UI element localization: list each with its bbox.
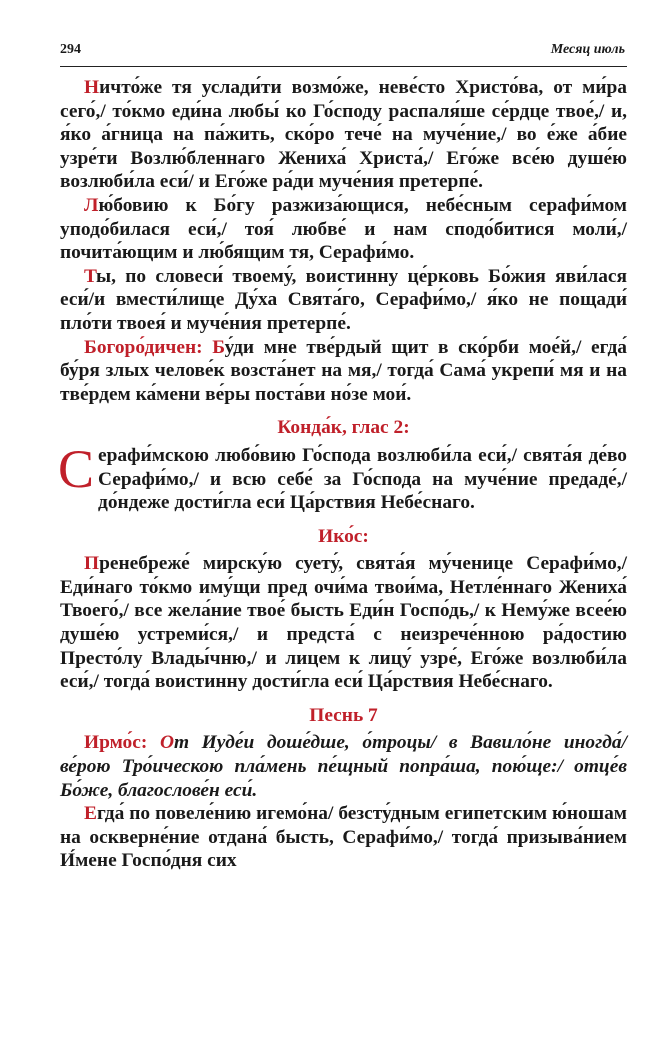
initial-letter: Т [84,265,96,287]
page-body [60,76,627,873]
initial-letter: П [84,553,100,575]
theotokion-text: у́ди мне тве́рдый щит в ско́рби мое́й,/ егда́ бу́ря злых челове́к возста́нет на мя,/ тогда́ Сама́ укрепи́ мя и на тве́рдем ка́мени ве́ры поста́ви но́зе мои́. [60,336,627,405]
troparion-3 [60,265,627,336]
header-rule [60,66,627,67]
ode-heading: Песнь 7 [309,704,378,726]
initial-letter: Н [84,77,100,98]
irmos-text: т Иуде́и доше́дше, о́троцы/ в Вавило́не иногда́/ ве́рою Тро́ическою пла́мень пе́щный попра́ша, пою́ще:/ отце́в Бо́же, благослове́н еси́. [60,732,627,801]
theotokion-label: Богоро́дичен: [84,336,213,358]
troparion-text: ичто́же тя услади́ти возмо́же, неве́сто Христо́ва, от ми́ра сего́,/ то́кмо еди́на любы́ ко Го́споду распаля́ше се́рдце твое́,/ и, я́ко а́гница на па́жить, ско́ро тече́ на муче́ние,/ во е́же а́бие узре́ти Возлю́бленнаго Жениха́ Христа́,/ Его́же все́ю душе́ю возлюби́ла еси́/ и Его́же ра́ди муче́ния претерпе́. [60,77,627,193]
ode-verse-text: гда́ по повеле́нию игемо́на/ безсту́дным египетским ю́ношам на оскверне́ние отдана́ бысть, Серафи́мо,/ тогда́ призыва́нием И́мене Госпо́дня сих [60,803,627,872]
page-number: 294 [60,42,81,57]
theotokion [60,336,627,407]
troparion-text: ы, по словеси́ твоему́, воистинну це́рковь Бо́жия яви́лася еси́/и вмести́лище Ду́ха Свята́го, Серафи́мо,/ я́ко не пощади́ пло́ти твоея́ и муче́ния претерпе́. [60,265,627,334]
irmos [60,731,627,802]
running-header [60,42,625,58]
ikos-heading: Ико́с: [318,525,369,547]
ikos [60,552,627,694]
troparion-1 [60,76,627,194]
ode-verse [60,802,627,873]
initial-letter: Л [84,194,99,216]
running-title: Месяц июль [550,42,625,57]
troparion-2 [60,194,627,265]
kontakion-heading: Конда́к, глас 2: [277,417,410,439]
kontakion-text: ерафи́мскою любо́вию Го́спода возлюби́ла еси́,/ свята́я де́во Серафи́мо,/ и всю себе́ за Го́спода на муче́ние предаде́,/ до́ндеже дости́гла еси́ Ца́рствия Небе́снаго. [98,444,627,514]
troparion-text: ю́бовию к Бо́гу разжиза́ющися, небе́сным серафи́мом уподо́билася еси́,/ тоя́ любве́ и нам сподо́битися моли́,/ почита́ющим и лю́бящим тя, Серафи́мо. [60,194,627,264]
initial-letter: Б [212,336,225,358]
ikos-text: ренебреже́ мирску́ю суету́, свята́я му́ченице Серафи́мо,/ Еди́наго то́кмо иму́щи пред очи́ма твои́ма, Нетле́ннаго Жениха́ Твоего́,/ все жела́ние твое́ бысть Еди́н Госпо́дь,/ к Нему́же всее́ю душе́ю устреми́ся,/ и предста́ с неизрече́нною ра́достию Престо́лу Влады́чню,/ и лицем к лицу́ узре́, Его́же возлюби́ла еси́,/ тогда́ воистинну дости́гла еси́ Ца́рствия Небе́снаго. [60,553,627,693]
irmos-label: Ирмо́с: [84,732,160,754]
initial-letter: О [159,732,174,754]
kontakion [58,438,627,515]
initial-letter: Е [84,803,97,825]
drop-cap: С [58,438,95,499]
